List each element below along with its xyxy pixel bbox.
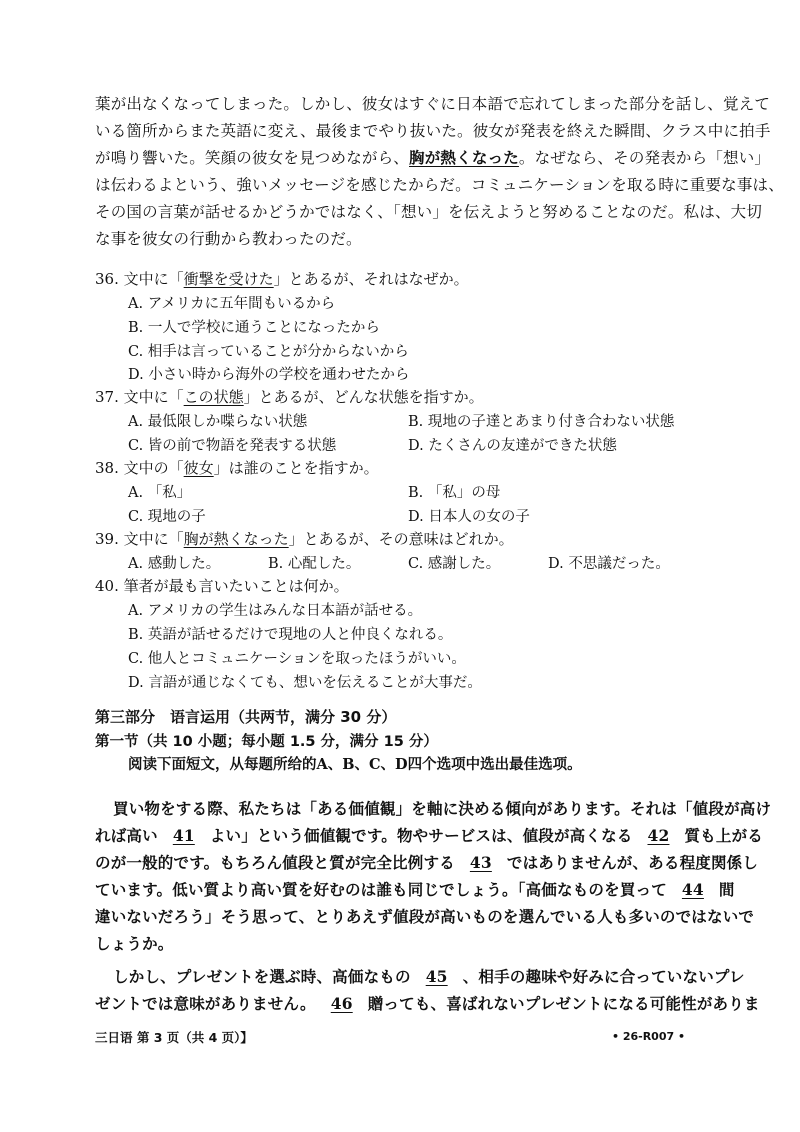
q40-option-b[interactable]: B. 英語が話せるだけで現地の人と仲良くなれる。 [128,627,453,643]
underlined-phrase: 胸が熱くなった [409,148,519,167]
q37-option-a[interactable]: A. 最低限しか喋らない状態 [128,414,308,430]
q39-option-d[interactable]: D. 不思議だった。 [548,556,670,572]
blank-41[interactable]: 41 [172,826,195,845]
cloze-line-2: れば高い 41 よい」という価値観です。物やサービスは、値段が高くなる 42 質も上がる [95,826,763,845]
page-footer-left: 三日语 第 3 页（共 4 页）】 [95,1030,253,1045]
passage-line-2: いる箇所からまた英語に変え、最後までやり抜いた。彼女が発表を終えた瞬間、クラス中に拍手 [95,122,771,140]
question-37-stem: 37. 文中に「この状態」とあるが、どんな状態を指すか。 [95,388,484,406]
q40-option-a[interactable]: A. アメリカの学生はみんな日本語が話せる。 [128,603,423,619]
section-subtitle: 第一节（共 10 小题；每小题 1.5 分，满分 15 分） [95,734,438,750]
passage-text: 。なぜなら、その発表から「想い」 [518,149,771,167]
passage-line-6: な事を彼女の行動から教わったのだ。 [95,230,362,248]
q40-option-d[interactable]: D. 言語が通じなくても、想いを伝えることが大事だ。 [128,675,482,691]
q39-option-c[interactable]: C. 感謝した。 [408,556,501,572]
q40-option-c[interactable]: C. 他人とコミュニケーションを取ったほうがいい。 [128,651,466,667]
q37-option-b[interactable]: B. 現地の子達とあまり付き合わない状態 [408,414,675,430]
cloze-line-7: しかし、プレゼントを選ぶ時、高価なもの 45 、相手の趣味や好みに合っていないプレ [113,967,745,986]
blank-43[interactable]: 43 [469,853,492,872]
cloze-line-8: ゼントでは意味がありません。 46 贈っても、喜ばれないプレゼントになる可能性がありま [95,994,760,1013]
blank-46[interactable]: 46 [330,994,353,1013]
q39-option-a[interactable]: A. 感動した。 [128,556,221,572]
passage-text: が鳴り響いた。笑顔の彼女を見つめながら、 [95,149,410,167]
q36-option-a[interactable]: A. アメリカに五年間もいるから [128,296,336,312]
q37-option-c[interactable]: C. 皆の前で物語を発表する状態 [128,438,337,454]
q38-option-a[interactable]: A. 「私」 [128,485,192,501]
underlined-phrase: 胸が熱くなった [183,530,289,548]
question-number: 40. [95,577,119,595]
q38-option-c[interactable]: C. 現地の子 [128,509,206,525]
question-number: 37. [95,388,119,406]
cloze-line-6: しょうか。 [95,934,174,953]
passage-line-5: その国の言葉が話せるかどうかではなく、「想い」を伝えようと努めることなのだ。私は、大切 [95,203,763,221]
passage-line-1: 葉が出なくなってしまった。しかし、彼女はすぐに日本語で忘れてしまった部分を話し、覚えて [95,95,771,113]
section-title: 第三部分 语言运用（共两节，满分 30 分） [95,708,397,726]
blank-45[interactable]: 45 [425,967,448,986]
question-39-stem: 39. 文中に「胸が熱くなった」とあるが、その意味はどれか。 [95,530,514,548]
cloze-line-1: 買い物をする際、私たちは「ある価値観」を軸に決める傾向があります。それは「値段が高け [113,799,772,818]
cloze-line-4: ています。低い質より高い質を好むのは誰も同じでしょう。「高価なものを買って 44 間 [95,880,735,899]
blank-42[interactable]: 42 [647,826,670,845]
passage-line-4: は伝わるよという、強いメッセージを感じたからだ。コミュニケーションを取る時に重要な事は、 [95,176,784,194]
page-footer-code: • 26-R007 • [611,1030,685,1043]
question-number: 36. [95,270,119,288]
section-instruction: 阅读下面短文，从每题所给的A、B、C、D四个选项中选出最佳选项。 [128,756,582,773]
underlined-phrase: 彼女 [183,459,214,477]
question-38-stem: 38. 文中の「彼女」は誰のことを指すか。 [95,459,379,477]
cloze-line-3: のが一般的です。もちろん値段と質が完全比例する 43 ではありませんが、ある程度関係し [95,853,759,872]
question-36-stem: 36. 文中に「衝撃を受けた」とあるが、それはなぜか。 [95,270,469,288]
blank-44[interactable]: 44 [681,880,704,899]
question-40-stem: 40. 筆者が最も言いたいことは何か。 [95,577,349,595]
q39-option-b[interactable]: B. 心配した。 [268,556,361,572]
q36-option-c[interactable]: C. 相手は言っていることが分からないから [128,344,409,360]
q37-option-d[interactable]: D. たくさんの友達ができた状態 [408,438,617,454]
q36-option-b[interactable]: B. 一人で学校に通うことになったから [128,320,380,336]
q38-option-d[interactable]: D. 日本人の女の子 [408,509,530,525]
cloze-line-5: 違いないだろう」そう思って、とりあえず値段が高いものを選んでいる人も多いのではないで [95,907,755,926]
q38-option-b[interactable]: B. 「私」の母 [408,485,501,501]
underlined-phrase: この状態 [183,388,244,406]
underlined-phrase: 衝撃を受けた [183,270,274,288]
q36-option-d[interactable]: D. 小さい時から海外の学校を通わせたから [128,367,410,383]
question-number: 38. [95,459,119,477]
question-number: 39. [95,530,119,548]
passage-line-3 [95,146,770,168]
